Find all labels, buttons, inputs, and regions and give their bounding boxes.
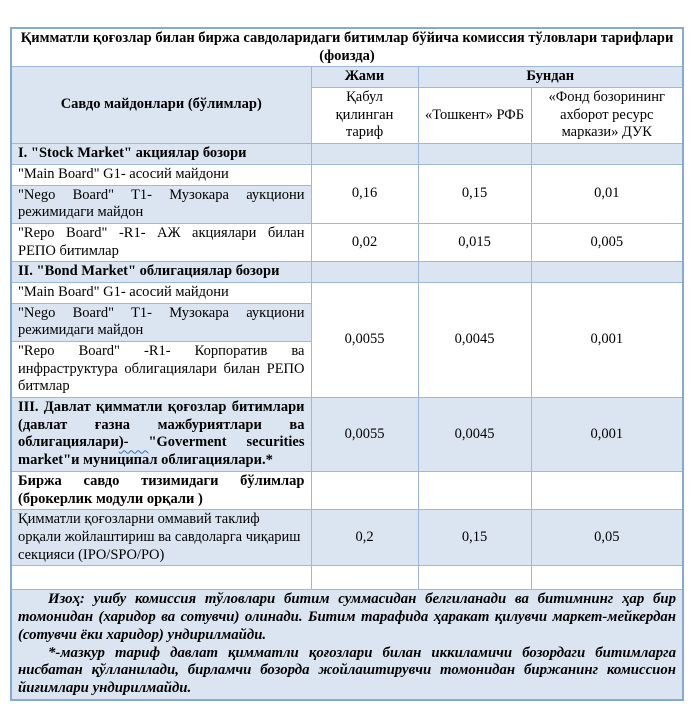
- row-bond-main-board: [11, 282, 683, 303]
- empty-cell: [311, 144, 418, 165]
- stock-main-board-label: "Main Board" G1- асосий майдони: [11, 164, 311, 185]
- section-stock-market-title: I. "Stock Market" акциялар бозори: [11, 144, 311, 165]
- section-broker-row: [11, 471, 683, 509]
- stock-main-nego-duk-value: 0,01: [531, 164, 683, 223]
- spellcheck-underline-text: )-: [118, 434, 149, 451]
- column-header-trade-areas: Савдо майдонлари (бўлимлар): [11, 67, 311, 144]
- empty-cell: [418, 144, 531, 165]
- empty-cell: [11, 566, 311, 590]
- empty-cell: [531, 262, 683, 283]
- row-ipo-section: [11, 510, 683, 566]
- column-header-breakdown: Бундан: [418, 67, 683, 88]
- ipo-total-value: 0,2: [311, 510, 418, 566]
- stock-nego-board-label: "Nego Board" T1- Музокара аукциони режимидаги майдон: [11, 185, 311, 223]
- bond-rfb-value: 0,0045: [418, 282, 531, 397]
- row-stock-main-board: [11, 164, 683, 185]
- column-header-total: Жами: [311, 67, 418, 88]
- government-title-text-2: "Goverment securities market"и муниципал облигациялари.*: [18, 434, 305, 469]
- empty-cell: [311, 471, 418, 509]
- empty-cell: [531, 144, 683, 165]
- footnote-row: [11, 590, 683, 700]
- government-duk-value: 0,001: [531, 398, 683, 472]
- empty-cell: [311, 262, 418, 283]
- empty-spacer-row: [11, 566, 683, 590]
- footnote-paragraph-1: Изоҳ: ушбу комиссия тўловлари битим суммасидан белгиланади ва битимнинг ҳар бир томонидан (харидор ва сотувчи) олинади. Битим тарафида ҳаракат қилувчи маркет-мейкердан (сотувчи ёки харидор) ундирилмайди.: [18, 591, 677, 643]
- stock-repo-total-value: 0,02: [311, 223, 418, 261]
- footnote-block: [11, 590, 683, 700]
- table-title: Қимматли қоғозлар билан биржа савдоларидаги битимлар бўйича комиссия тўловлари тарифлари (фоизда): [11, 28, 683, 67]
- stock-repo-duk-value: 0,005: [531, 223, 683, 261]
- section-broker-title: Биржа савдо тизимидаги бўлимлар (брокерлик модули орқали ): [11, 471, 311, 509]
- bond-nego-board-label: "Nego Board" T1- Музокара аукциони режимидаги майдон: [11, 303, 311, 341]
- commission-tariff-table: [10, 27, 684, 701]
- section-government-row: [11, 398, 683, 472]
- ipo-duk-value: 0,05: [531, 510, 683, 566]
- empty-cell: [531, 566, 683, 590]
- bond-duk-value: 0,001: [531, 282, 683, 397]
- empty-cell: [418, 262, 531, 283]
- ipo-rfb-value: 0,15: [418, 510, 531, 566]
- column-header-accepted-tariff: Қабул қилинган тариф: [311, 88, 418, 144]
- stock-main-nego-rfb-value: 0,15: [418, 164, 531, 223]
- bond-main-board-label: "Main Board" G1- асосий майдони: [11, 282, 311, 303]
- empty-cell: [418, 471, 531, 509]
- footnote-paragraph-2: *-мазкур тариф давлат қимматли қоғозлари билан иккиламичи бозордаги битимларга нисбатан қўлланилади, бирламчи бозорда жойлаштирувчи томонидан биржанинг комиссион йиғимлари ундирилмайди.: [18, 644, 677, 696]
- section-government-title: [11, 398, 311, 472]
- bond-repo-board-label: "Repo Board" -R1- Корпоратив ва инфраструктура облигациялари билан РЕПО битмлар: [11, 342, 311, 398]
- stock-main-nego-total-value: 0,16: [311, 164, 418, 223]
- empty-cell: [311, 566, 418, 590]
- section-bond-market-row: [11, 262, 683, 283]
- ipo-section-label: Қимматли қоғозларни оммавий таклиф орқали жойлаштириш ва савдоларга чиқариш секцияси (IPO/SPO/PO): [11, 510, 311, 566]
- column-header-tashkent-rfb: «Тошкент» РФБ: [418, 88, 531, 144]
- bond-total-value: 0,0055: [311, 282, 418, 397]
- empty-cell: [418, 566, 531, 590]
- section-bond-market-title: II. "Bond Market" облигациялар бозори: [11, 262, 311, 283]
- section-stock-market-row: [11, 144, 683, 165]
- row-stock-repo-board: [11, 223, 683, 261]
- stock-repo-board-label: "Repo Board" -R1- АЖ акциялари билан РЕПО битимлар: [11, 223, 311, 261]
- table-title-row: [11, 28, 683, 67]
- government-title-text: III. Давлат қимматли қоғозлар битимлари (давлат ғазна мажбуриятлари ва облигациялари: [18, 399, 305, 451]
- government-rfb-value: 0,0045: [418, 398, 531, 472]
- column-header-fund-info-center: «Фонд бозорининг ахборот ресурс маркази» ДУК: [531, 88, 683, 144]
- government-total-value: 0,0055: [311, 398, 418, 472]
- header-row-1: [11, 67, 683, 88]
- stock-repo-rfb-value: 0,015: [418, 223, 531, 261]
- empty-cell: [531, 471, 683, 509]
